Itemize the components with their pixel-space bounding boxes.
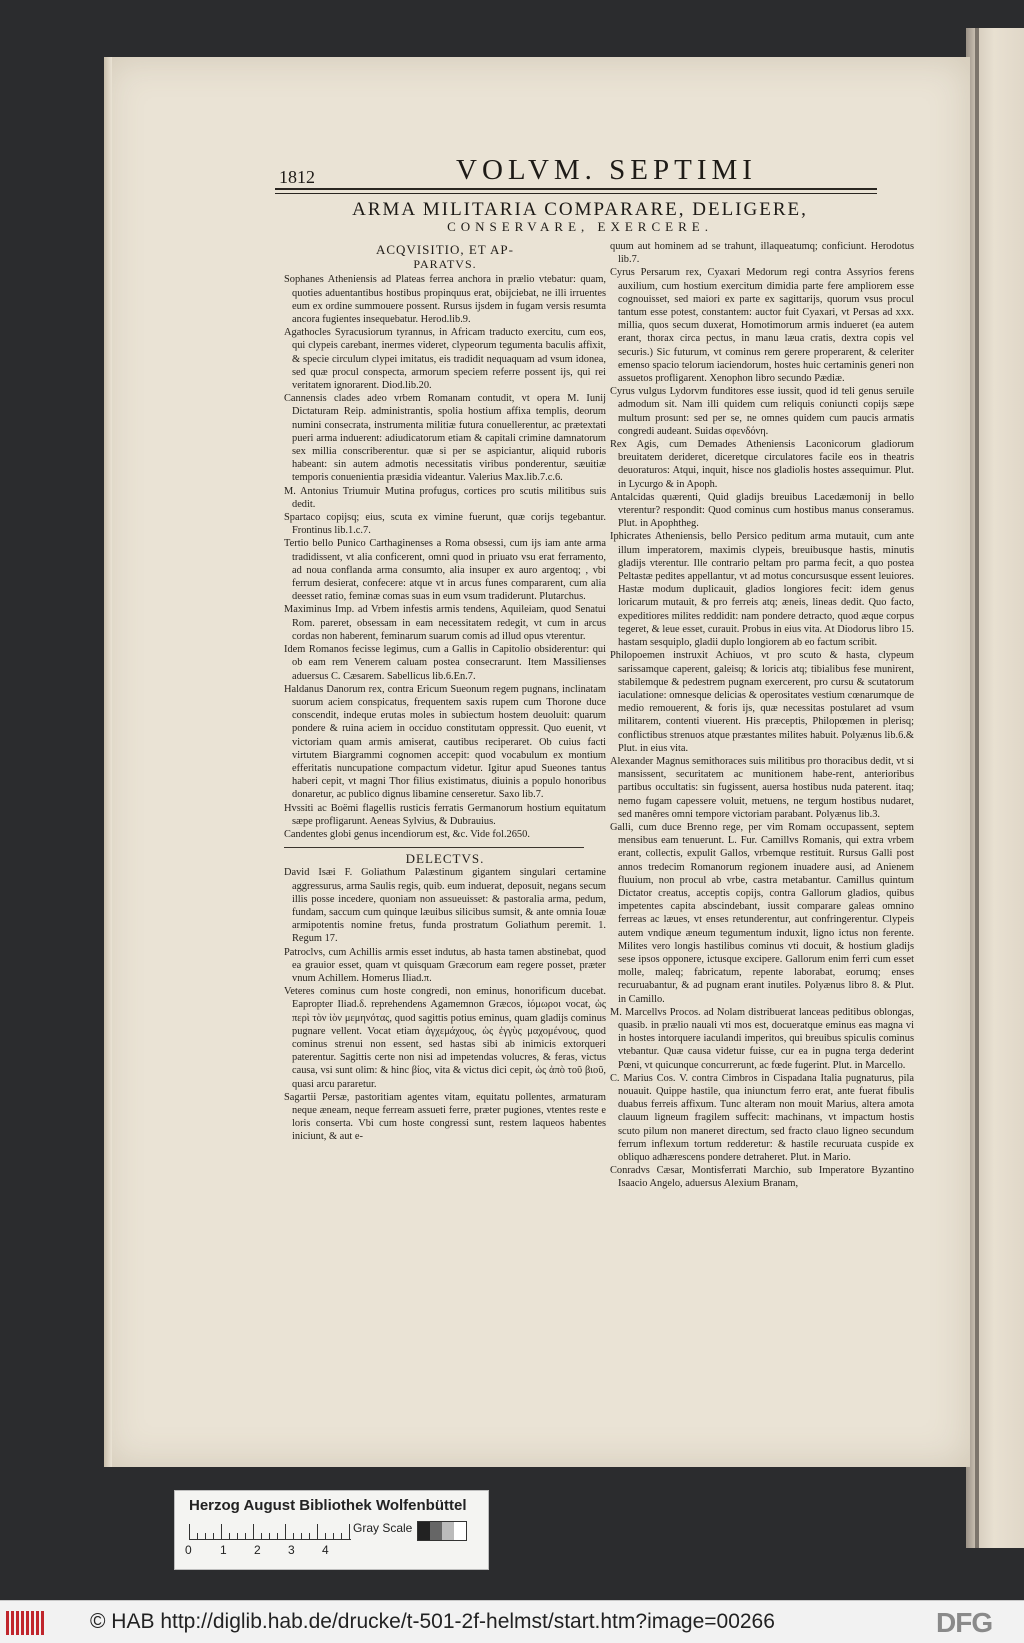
paragraph: Philopoemen instruxit Achiuos, vt pro scuto & hasta, clypeum sarissamque caperent, galeisq; & loricis atq; tibialibus fese munirent, stabilemque & pedestrem pugnam exercerent, pro cursu & scutatorum iaculatione: omnesque delicias & operositates vestium cœnarumque de medio remouerent, & foris ijs, quæ necessitas postularet ad vsum militarem, contenti viuerent. His præceptis, Philopœmen in plerisq; conflictibus strenuos atque præstantes milites habuit. Polyænus lib.6.& Plut. in eius vita. xyxy=(610,650,914,754)
section-heading-acquisitio-cont: PARATVS. xyxy=(413,257,477,272)
ruler-tick xyxy=(197,1533,198,1539)
ruler-tick xyxy=(229,1533,230,1539)
ruler-tick xyxy=(333,1533,334,1539)
hab-logo-icon xyxy=(6,1611,48,1635)
ruler-tick xyxy=(277,1533,278,1539)
paragraph: Cyrus vulgus Lydorvm funditores esse iussit, quod id teli genus seruile admodum sit. Nam illi quidem cum reliquis coniuncti copijs sæpe multum prosunt: sed per se, ne omnes quidem cum paucis armatis congredi audeant. Suidas σφενδόνη. xyxy=(610,386,914,437)
section-heading-acquisitio: ACQVISITIO, ET AP- xyxy=(375,242,514,257)
gray-scale-bar xyxy=(417,1521,467,1541)
paragraph: M. Marcellvs Procos. ad Nolam distribuerat lanceas peditibus oblongas, quasib. in prælio nauali vti mos est, docueratque eminus eas magna vi in hostes intorquere iaculandi imperitos, qui breuibus spiculis cominus vtebantur. Quæ causa videtur fuisse, cur ea in pugna terga dederint Pœni, vt quicunque concurrerunt, ac fœde fugerint. Plut. in Marcello. xyxy=(610,1006,914,1071)
paragraph: M. Antonius Triumuir Mutina profugus, cortices pro scutis militibus suis dedit. xyxy=(284,485,606,510)
ruler-label: 4 xyxy=(322,1543,329,1557)
ruler-tick xyxy=(309,1533,310,1539)
paragraph: Patroclvs, cum Achillis armis esset indutus, ab hasta tamen abstinebat, quod ea grauior esset, quam vt quisquam Græcorum eam regere posset, præter vnum Achillem. Homerus Iliad.π. xyxy=(284,946,606,984)
header-rule-thin xyxy=(275,193,877,194)
paragraph: Rex Agis, cum Demades Atheniensis Laconicorum gladiorum breuitatem derideret, diceretque circulatores facile eos in theatris deuoraturos: Atqui, inquit, hisce nos gladiolis hostes assequimur. Plut. in Lycurgo & in Apoph. xyxy=(610,439,914,490)
ruler-tick xyxy=(269,1533,270,1539)
gray-swatch xyxy=(418,1522,430,1540)
ruler-tick xyxy=(221,1524,222,1539)
ruler-tick xyxy=(301,1533,302,1539)
section-title: ARMA MILITARIA COMPARARE, DELIGERE, xyxy=(352,199,808,220)
ruler-tick xyxy=(237,1533,238,1539)
viewer-footer xyxy=(0,1600,1024,1643)
paragraph: Cyrus Persarum rex, Cyaxari Medorum regi contra Assyrios ferens auxilium, cum hostium exercitum dimidia parte fere ampliorem esse cognouisset, sed maiori ex parte ex sagittarijs, quorum vsus procul tantum esse potest, constantem: auctor fuit Cyaxari, vt Persas ad xxx. millia, quos secum duxerat, Homotimorum armis indueret (ea autem erant, thorax circa pectus, in manu læua cratis, dextra copis vel securis.) Sic futurum, vt cominus rem gerere properarent, & celeriter emenso spacio telorum iaciendorum, hostes huic certaminis generi non assuetos profligarent. Xenophon libro secundo Pædiæ. xyxy=(610,267,914,385)
paragraph: Galli, cum duce Brenno rege, per vim Romam occupassent, septem mensibus eam tenuerunt. L. Fur. Camillvs Romanis, qui extra vrbem erant, collectis, expulit Gallos, vrbemque restituit. Rursus Galli post annos tredecim Romanorum regionem inuadere ausi, ad Anienem fluuium, non procul ab vrbe, castra metabantur. Camillus quintum Dictator creatus, acceptis copijs, contra Gallorum gladios, quibus impetentes capita abscindebant, iussit comparare galeas omnino ferreas ac læues, vt enses retunderentur, aut confringerentur. Clypeis autem vndique æneum tegumentum induxit, ligno ictus non ferente. Milites vero longis hastilibus cominus vti docuit, & hostium gladijs sese ipsos opponere, ictusque excipere. Gallorum enim ferri cum esset molle, maleq; fabricatum, repente laborabat, eorumq; enses recuruabantur, & ad pugnam erant inutiles. Polyænus libro 8. & Plut. in Camillo. xyxy=(610,821,914,1005)
paragraph: Conradvs Cæsar, Montisferrati Marchio, sub Imperatore Byzantino Isaacio Angelo, aduersus Alexium Branam, xyxy=(610,1165,914,1190)
ruler-tick xyxy=(189,1524,190,1539)
library-stamp xyxy=(174,1490,489,1570)
ruler-tick xyxy=(317,1524,318,1539)
paragraph: David Isæi F. Goliathum Palæstinum gigantem singulari certamine aggressurus, arma Saulis regis, quib. eum induerat, deposuit, negans secum illis posse incedere, quoniam non assueuisset: & pastoralia arma, pedum, fundam, saccum cum quinque læuibus silicibus sumsit, & ante omnia Iouæ armipotentis nomine fretus, funda prostratum Goliathum peremit. 1. Regum 17. xyxy=(284,867,606,945)
ruler-tick xyxy=(349,1524,350,1539)
paragraph: Alexander Magnus semithoraces suis militibus pro thoracibus dedit, vt si mansissent, securitatem ac munitionem habe-rent, anterioribus partibus occultatis: sin fugissent, auersa hostibus nuda paterent. itaq; nemo fugam capessere voluit, metuens, ne tergum hostibus nudaret, sed manêres omni tempore victoriam parabant. Polyænus lib.3. xyxy=(610,755,914,820)
section-heading-delectus: DELECTVS. xyxy=(405,851,485,867)
gray-swatch xyxy=(454,1522,466,1540)
paragraph: quum aut hominem ad se trahunt, illaqueatumq; conficiunt. Herodotus lib.7. xyxy=(610,241,914,266)
ruler-label: 0 xyxy=(185,1543,192,1557)
paragraph: Tertio bello Punico Carthaginenses a Roma obsessi, cum ijs iam ante arma tradidissent, vt alia conficerent, omni quod in priuato vsu erat ferramento, ad noua conflanda arma consumto, alia insuper ex auro argentoq; , vbi ferrum desierat, confecere: atque vt in arcus funes compararent, cum alia deesset ratio, feminæ comas suas in eum vsum tradiderunt. Plutarchus. xyxy=(284,538,606,603)
paragraph: Cannensis clades adeo vrbem Romanam contudit, vt opera M. Iunij Dictaturam Reip. administrantis, spolia hostium affixa templis, deorum numini consecrata, instrumenta militiæ futura conuellerentur, ac prætextati pueri arma induerent: adiudicatorum etiam & capitali crimine damnatorum sex millia conscriberentur. quæ si per se aspiciantur, aliquid ruboris habeant: sin autem admotis necessitatis viribus ponderentur, sæuitiæ temporis conuenientia præsidia videantur. Valerius Max.lib.7.c.6. xyxy=(284,393,606,484)
gray-swatch xyxy=(442,1522,454,1540)
paragraph: Haldanus Danorum rex, contra Ericum Sueonum regem pugnans, inclinatam suorum aciem conspicatus, frequentem saxis rupem cum Thorone duce conscendit, indeque erutas moles in subiectum hostem deuoluit: quarum pondere & ruina aciem in occiduo constitutam oppressit. Quo euenit, vt victoriam quam armis amiserat, cautibus reciperaret. Ob cuius facti virtutem Biargrammi cognomen accepit: quod vocabulum ex montium efferitatis nuncupatione compactum videtur. Igitur apud Sueones tantus haberi cepit, vt magni Thor filius existimatus, diuinis a populo honoribus donaretur, ac publico dignus libamine censeretur. Saxo lib.7. xyxy=(284,683,606,801)
facing-page-fold xyxy=(975,28,979,1548)
paragraph: Veteres cominus cum hoste congredi, non eminus, honorificum ducebat. Eapropter Iliad.δ. reprehendens Agamemnon Græcos, ἰόμωροι vocat, ὡς περὶ τὸν ἰὸν μεμηνότας, quod sagittis potius eminus, quam gladijs cominus pugnare vellent. Vocat etiam ἀγχεμάχους, ὡς ἐγγὺς μαχομένους, quod cominus strenui non essent, sed hastas sibi ab inimicis extorqueri paterentur. Sagittis certe non nisi ad impetendas volucres, & feras, victus causa, vsi sunt olim: & hinc βίος, vita & victus dici cepit, ὡς ἀπὸ τοῦ βιοῦ, quasi arcu pararetur. xyxy=(284,986,606,1090)
section-divider xyxy=(284,847,584,848)
ruler-tick xyxy=(205,1533,206,1539)
paragraph: C. Marius Cos. V. contra Cimbros in Cispadana Italia pugnaturus, pila nouauit. Quippe hastile, qua iniunctum ferro erat, ante fuerat fibulis duabus ferreis affixum. Tunc alteram non mouit Marius, altera amota clauum ligneum fragilem suffecit: machinans, vt impactum hostis scuto pilum non maneret directum, sed fracto clauo ligneo secundum ferrum inflexum tortum redderetur: & hastile recuruata cuspide ex obliquo adhærescens pondere detraheret. Plut. in Mario. xyxy=(610,1072,914,1164)
ruler-label: 2 xyxy=(254,1543,261,1557)
paragraph: Agathocles Syracusiorum tyrannus, in Africam traducto exercitu, cum eos, qui clypeis carebant, inermes videret, clypeorum tegumenta baculis affixit, & specie circulum clypei imitatus, eis tradidit nequaquam ad vsum idonea, sed quæ procul conspecta, armorum speciem referre possent ijs, qui rei veritatem ignorarent. Diod.lib.20. xyxy=(284,327,606,392)
paragraph: Candentes globi genus incendiorum est, &c. Vide fol.2650. xyxy=(284,828,530,840)
paragraph: Iphicrates Atheniensis, bello Persico peditum arma mutauit, cum ante illum imperatorem, maximis clypeis, breuibusque hastis, minutis gladijs vterentur. Ille contrario peltam pro parma fecit, a quo postea Peltastæ pedites appellantur, vt ad motus concursusque essent leuiores. Hastæ modum duplicauit, gladios longiores fecit: idem genus loricarum mutauit, & pro ferreis atq; æneis, lineas dedit. Quo facto, expeditiores milites reddidit: nam pondere detracto, quod æque corpus tegeret, & leue esset, curauit. Probus in eius vita. At Diodorus libro 15. hastam sesquiplo, gladii duplo longiorem ab eo factum scribit. xyxy=(610,531,914,649)
paragraph: Spartaco copijsq; eius, scuta ex vimine fuerunt, quæ corijs tegebantur. Frontinus lib.1.c.7. xyxy=(284,512,606,537)
paragraph: Maximinus Imp. ad Vrbem infestis armis tendens, Aquileiam, quod Senatui Rom. pareret, obsessam in eam necessitatem redegit, vt cum in arcus cordas non haberent, feminarum suarum comis ad illud opus vterentur. xyxy=(284,604,606,642)
ruler-tick xyxy=(253,1524,254,1539)
gray-scale-label: Gray Scale xyxy=(353,1521,413,1535)
paragraph: Idem Romanos fecisse legimus, cum a Gallis in Capitolio obsiderentur: qui ob eam rem Venerem caluam postea consecrarunt. Item Massilienses aduersus C. Cæsarem. Sabellicus lib.6.En.7. xyxy=(284,644,606,682)
ruler-label: 3 xyxy=(288,1543,295,1557)
ruler-tick xyxy=(341,1533,342,1539)
ruler-label: 1 xyxy=(220,1543,227,1557)
ruler-tick xyxy=(293,1533,294,1539)
paragraph: Sagartii Persæ, pastoritiam agentes vitam, equitatu pollentes, armaturam neque æneam, neque ferream assueti ferre, præter pugiones, vtentes reste e loris conserta. Vbi cum hoste congressi sunt, restem laqueos habentes iniciunt, & aut e- xyxy=(284,1091,606,1143)
dfg-logo: DFG xyxy=(936,1607,993,1638)
page-gutter xyxy=(104,57,112,1467)
ruler-tick xyxy=(325,1533,326,1539)
paragraph: Sophanes Atheniensis ad Plateas ferrea anchora in prælio vtebatur: quam, quoties aduentantibus hostibus propinquus erat, obijciebat, ne illi irruentes eum ex ordine summouere possent. Rursus ijsdem in fugam versis resumta ancora fugientes insequebatur. Herod.lib.9. xyxy=(284,274,606,326)
source-url-link[interactable]: © HAB http://diglib.hab.de/drucke/t-501-2f-helmst/start.htm?image=00266 xyxy=(90,1610,775,1633)
scale-ruler xyxy=(189,1524,351,1540)
paragraph: Antalcidas quærenti, Quid gladijs breuibus Lacedæmonij in bello vterentur? respondit: Quod cominus cum hostibus manus conseramus. Plut. in Apophtheg. xyxy=(610,491,914,530)
running-head: VOLVM. SEPTIMI xyxy=(456,154,757,186)
section-subtitle: CONSERVARE, EXERCERE. xyxy=(447,219,713,234)
left-column xyxy=(284,240,606,1144)
right-column xyxy=(610,240,914,1191)
ruler-tick xyxy=(285,1524,286,1539)
header-rule xyxy=(275,188,877,190)
ruler-tick xyxy=(213,1533,214,1539)
ruler-tick xyxy=(245,1533,246,1539)
paragraph: Hvssiti ac Boëmi flagellis rusticis ferratis Germanorum hostium equitatum sæpe profligarunt. Aeneas Sylvius, & Dubrauius. xyxy=(284,802,606,827)
library-name: Herzog August Bibliothek Wolfenbüttel xyxy=(189,1497,467,1514)
page-number: 1812 xyxy=(279,167,315,187)
ruler-tick xyxy=(261,1533,262,1539)
gray-swatch xyxy=(430,1522,442,1540)
